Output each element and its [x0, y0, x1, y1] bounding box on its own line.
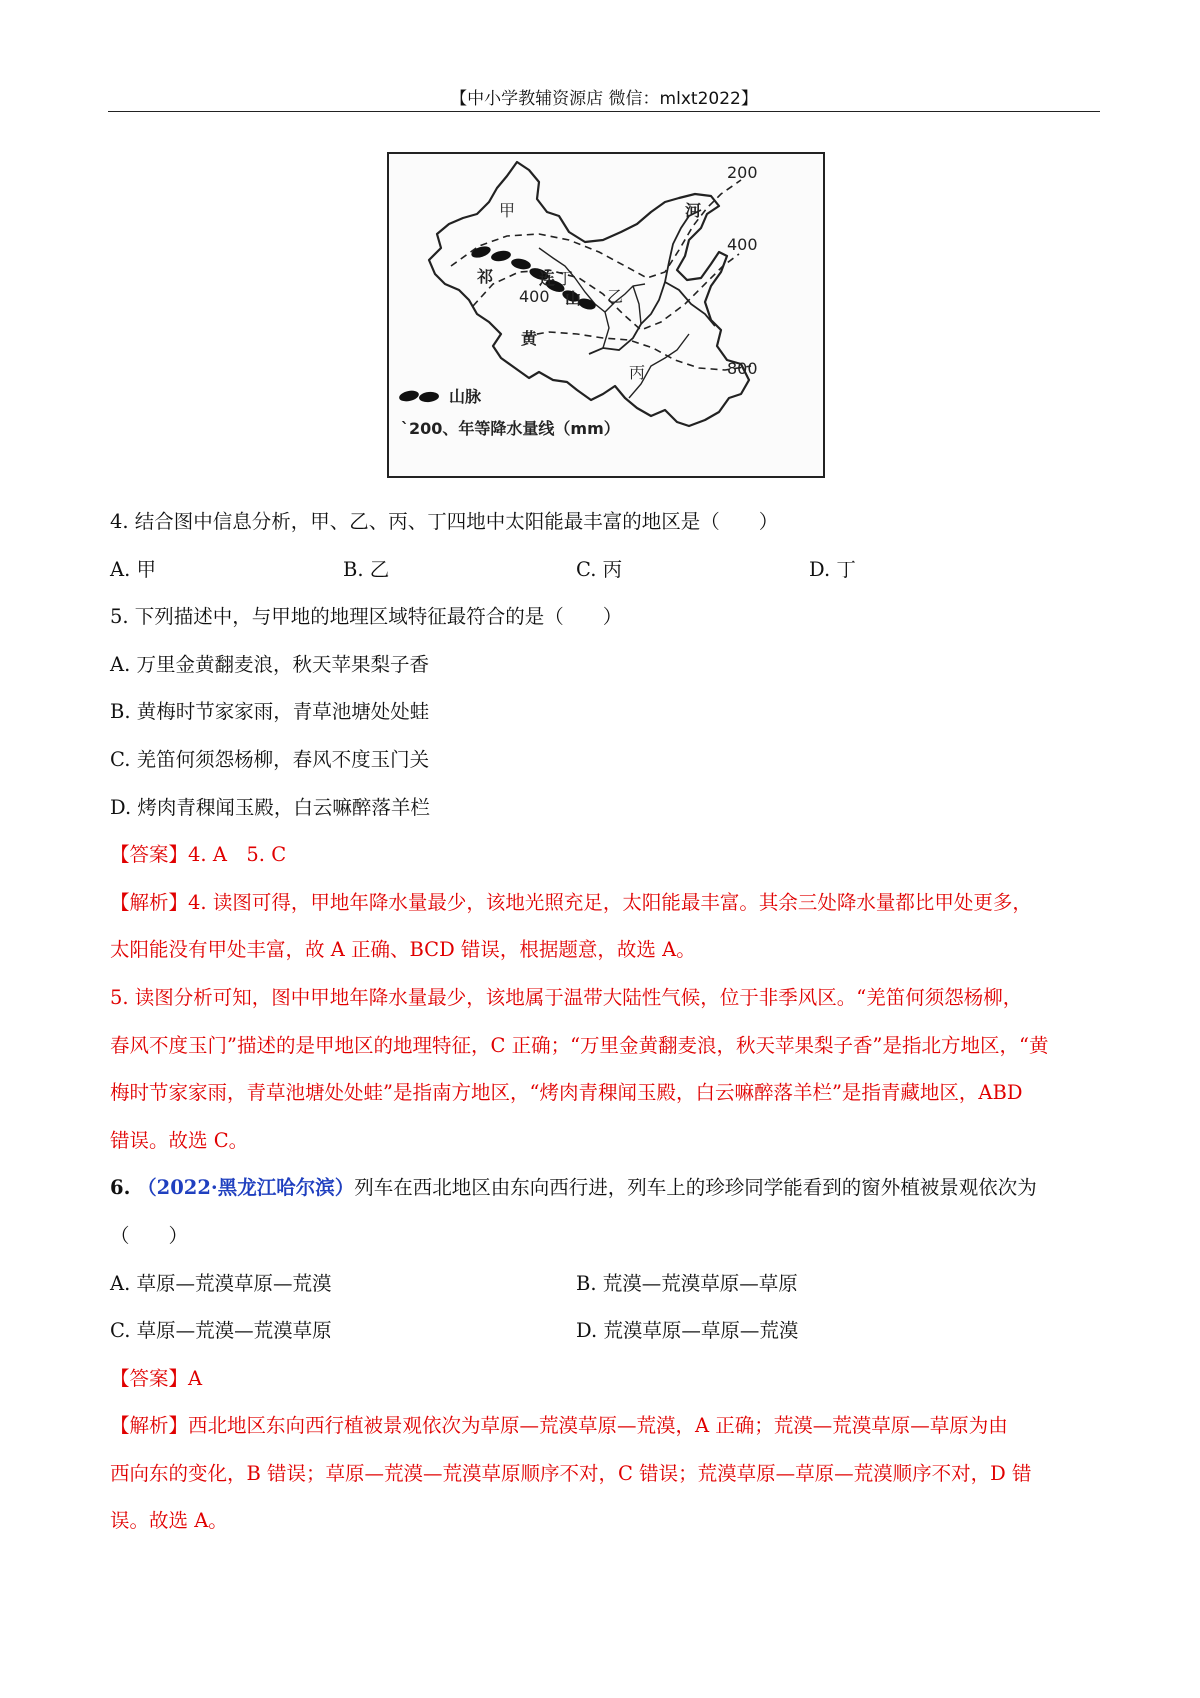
precipitation-map — [387, 152, 825, 478]
place-label-huang: 黄 — [521, 329, 538, 348]
question-content — [110, 498, 1100, 1545]
place-label-shan: 山 — [565, 289, 582, 308]
q6-options-row-2 — [110, 1307, 1100, 1355]
legend-isoline-label: `200、年等降水量线（mm） — [401, 419, 620, 438]
q6-option-d: D. 荒漠草原—草原—荒漠 — [576, 1319, 799, 1343]
analysis-6-line-1 — [110, 1402, 1100, 1450]
legend-mountain-icon — [398, 389, 439, 403]
answer-text: A — [188, 1366, 203, 1390]
q6-stem-line-2: （ ） — [110, 1223, 189, 1247]
answer-6 — [110, 1355, 1100, 1403]
answer-text: 4. A 5. C — [188, 843, 287, 867]
analysis-5-line-2: 春风不度玉门”描述的是甲地区的地理特征，C 正确；“万里金黄翻麦浪，秋天苹果梨子香”是指北方地区，“黄 — [110, 1033, 1049, 1057]
analysis-6-line-2: 西向东的变化，B 错误；草原—荒漠—荒漠草原顺序不对，C 错误；荒漠草原—草原—荒漠顺序不对，D 错 — [110, 1461, 1032, 1485]
answer-4-5 — [110, 831, 1100, 879]
q6-stem: 列车在西北地区由东向西行进，列车上的珍珍同学能看到的窗外植被景观依次为 — [354, 1176, 1037, 1200]
analysis-5-line-3: 梅时节家家雨，青草池塘处处蛙”是指南方地区，“烤肉青稞闻玉殿，白云嘛醉落羊栏”是指青藏地区，ABD — [110, 1081, 1023, 1105]
place-label-he: 河 — [685, 201, 702, 220]
q5-option-c: C. 羌笛何须怨杨柳，春风不度玉门关 — [110, 747, 430, 771]
map-drawing — [389, 154, 823, 476]
q5-stem: 5. 下列描述中，与甲地的地理区域特征最符合的是（ ） — [110, 605, 623, 629]
q6-options-row-1 — [110, 1260, 1100, 1308]
isoline-label-400-mid: 400 — [519, 287, 550, 306]
q4-option-b: B. 乙 — [343, 557, 390, 581]
analysis-4-line-2: 太阳能没有甲处丰富，故 A 正确、BCD 错误，根据题意，故选 A。 — [110, 938, 696, 962]
analysis-text: 西北地区东向西行植被景观依次为草原—荒漠草原—荒漠，A 正确；荒漠—荒漠草原—草原为由 — [188, 1414, 1008, 1438]
place-label-qi: 祁 — [477, 267, 494, 286]
q5-option-d: D. 烤肉青稞闻玉殿，白云嘛醉落羊栏 — [110, 795, 430, 819]
q6-stem-line-1 — [110, 1164, 1100, 1212]
analysis-6-line-3: 误。故选 A。 — [110, 1509, 228, 1533]
header-rule — [108, 111, 1100, 112]
q4-option-d: D. 丁 — [809, 557, 856, 581]
q4-option-a: A. 甲 — [110, 557, 156, 581]
region-label-ding: 丁 — [557, 269, 574, 288]
page-header: 【中小学教辅资源店 微信：mlxt2022】 — [450, 89, 758, 109]
analysis-5-line-4: 错误。故选 C。 — [110, 1128, 249, 1152]
q6-source: （2022·黑龙江哈尔滨） — [137, 1176, 355, 1200]
isoline-label-400-east: 400 — [727, 235, 758, 254]
region-label-jia: 甲 — [499, 201, 516, 220]
q6-option-a: A. 草原—荒漠草原—荒漠 — [110, 1271, 332, 1295]
analysis-text: 4. 读图可得，甲地年降水量最少，该地光照充足，太阳能最丰富。其余三处降水量都比甲处更多， — [188, 890, 1032, 914]
q5-option-b: B. 黄梅时节家家雨，青草池塘处处蛙 — [110, 700, 430, 724]
analysis-label: 【解析】 — [110, 1414, 189, 1438]
isoline-label-200: 200 — [727, 163, 758, 182]
answer-label: 【答案】 — [110, 843, 189, 867]
q5-option-a: A. 万里金黄翻麦浪，秋天苹果梨子香 — [110, 652, 429, 676]
region-label-yi: 乙 — [607, 287, 624, 306]
q4-options — [110, 546, 1100, 594]
analysis-4-line-1 — [110, 879, 1100, 927]
isoline-label-800: 800 — [727, 359, 758, 378]
legend-mountain-label: 山脉 — [449, 387, 482, 406]
q6-number: 6. — [110, 1176, 138, 1200]
analysis-5-line-1: 5. 读图分析可知，图中甲地年降水量最少，该地属于温带大陆性气候，位于非季风区。“羌笛何须怨杨柳， — [110, 985, 1023, 1009]
q4-stem: 4. 结合图中信息分析，甲、乙、丙、丁四地中太阳能最丰富的地区是（ ） — [110, 510, 779, 533]
q6-option-b: B. 荒漠—荒漠草原—草原 — [576, 1271, 798, 1295]
q4-option-c: C. 丙 — [576, 557, 623, 581]
place-label-lian: 连 — [539, 269, 556, 288]
region-label-bing: 丙 — [629, 363, 646, 382]
analysis-label: 【解析】 — [110, 890, 189, 914]
answer-label: 【答案】 — [110, 1366, 189, 1390]
q6-option-c: C. 草原—荒漠—荒漠草原 — [110, 1319, 332, 1343]
